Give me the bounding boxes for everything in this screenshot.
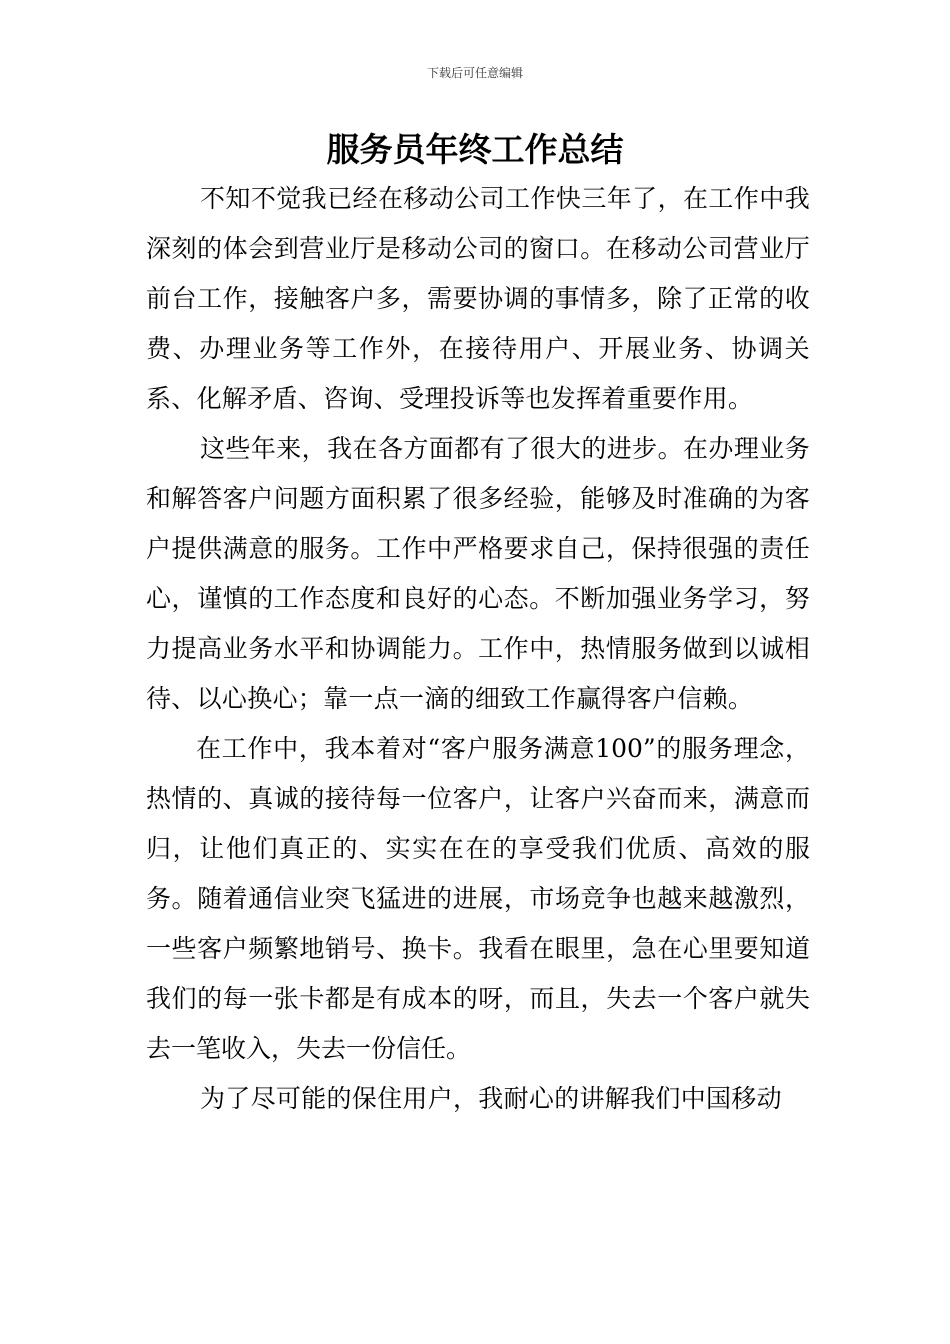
header-note: 下载后可任意编辑 (426, 66, 523, 80)
paragraph-1: 不知不觉我已经在移动公司工作快三年了，在工作中我深刻的体会到营业厅是移动公司的窗口。在移动公司营业厅前台工作，接触客户多，需要协调的事情多，除了正常的收费、办理业务等工作外，在接待用户、开展业务、协调关系、化解矛盾、咨询、受理投诉等也发挥着重要作用。 (146, 184, 810, 413)
document-title: 服务员年终工作总结 (326, 130, 624, 169)
paragraph-3: 在工作中，我本着对“客户服务满意100”的服务理念，热情的、真诚的接待每一位客户，让客户兴奋而来，满意而归，让他们真正的、实实在在的享受我们优质、高效的服务。随着通信业突飞猛进的进展，市场竞争也越来越激烈，一些客户频繁地销号、换卡。我看在眼里，急在心里要知道我们的每一张卡都是有成本的呀，而且，失去一个客户就失去一笔收入，失去一份信任。 (146, 734, 810, 1063)
paragraph-4: 为了尽可能的保住用户，我耐心的讲解我们中国移动 (200, 1084, 782, 1113)
document-body (146, 174, 810, 1124)
paragraph-2: 这些年来，我在各方面都有了很大的进步。在办理业务和解答客户问题方面积累了很多经验，能够及时准确的为客户提供满意的服务。工作中严格要求自己，保持很强的责任心，谨慎的工作态度和良好的心态。不断加强业务学习，努力提高业务水平和协调能力。工作中，热情服务做到以诚相待、以心换心；靠一点一滴的细致工作赢得客户信赖。 (146, 434, 810, 713)
